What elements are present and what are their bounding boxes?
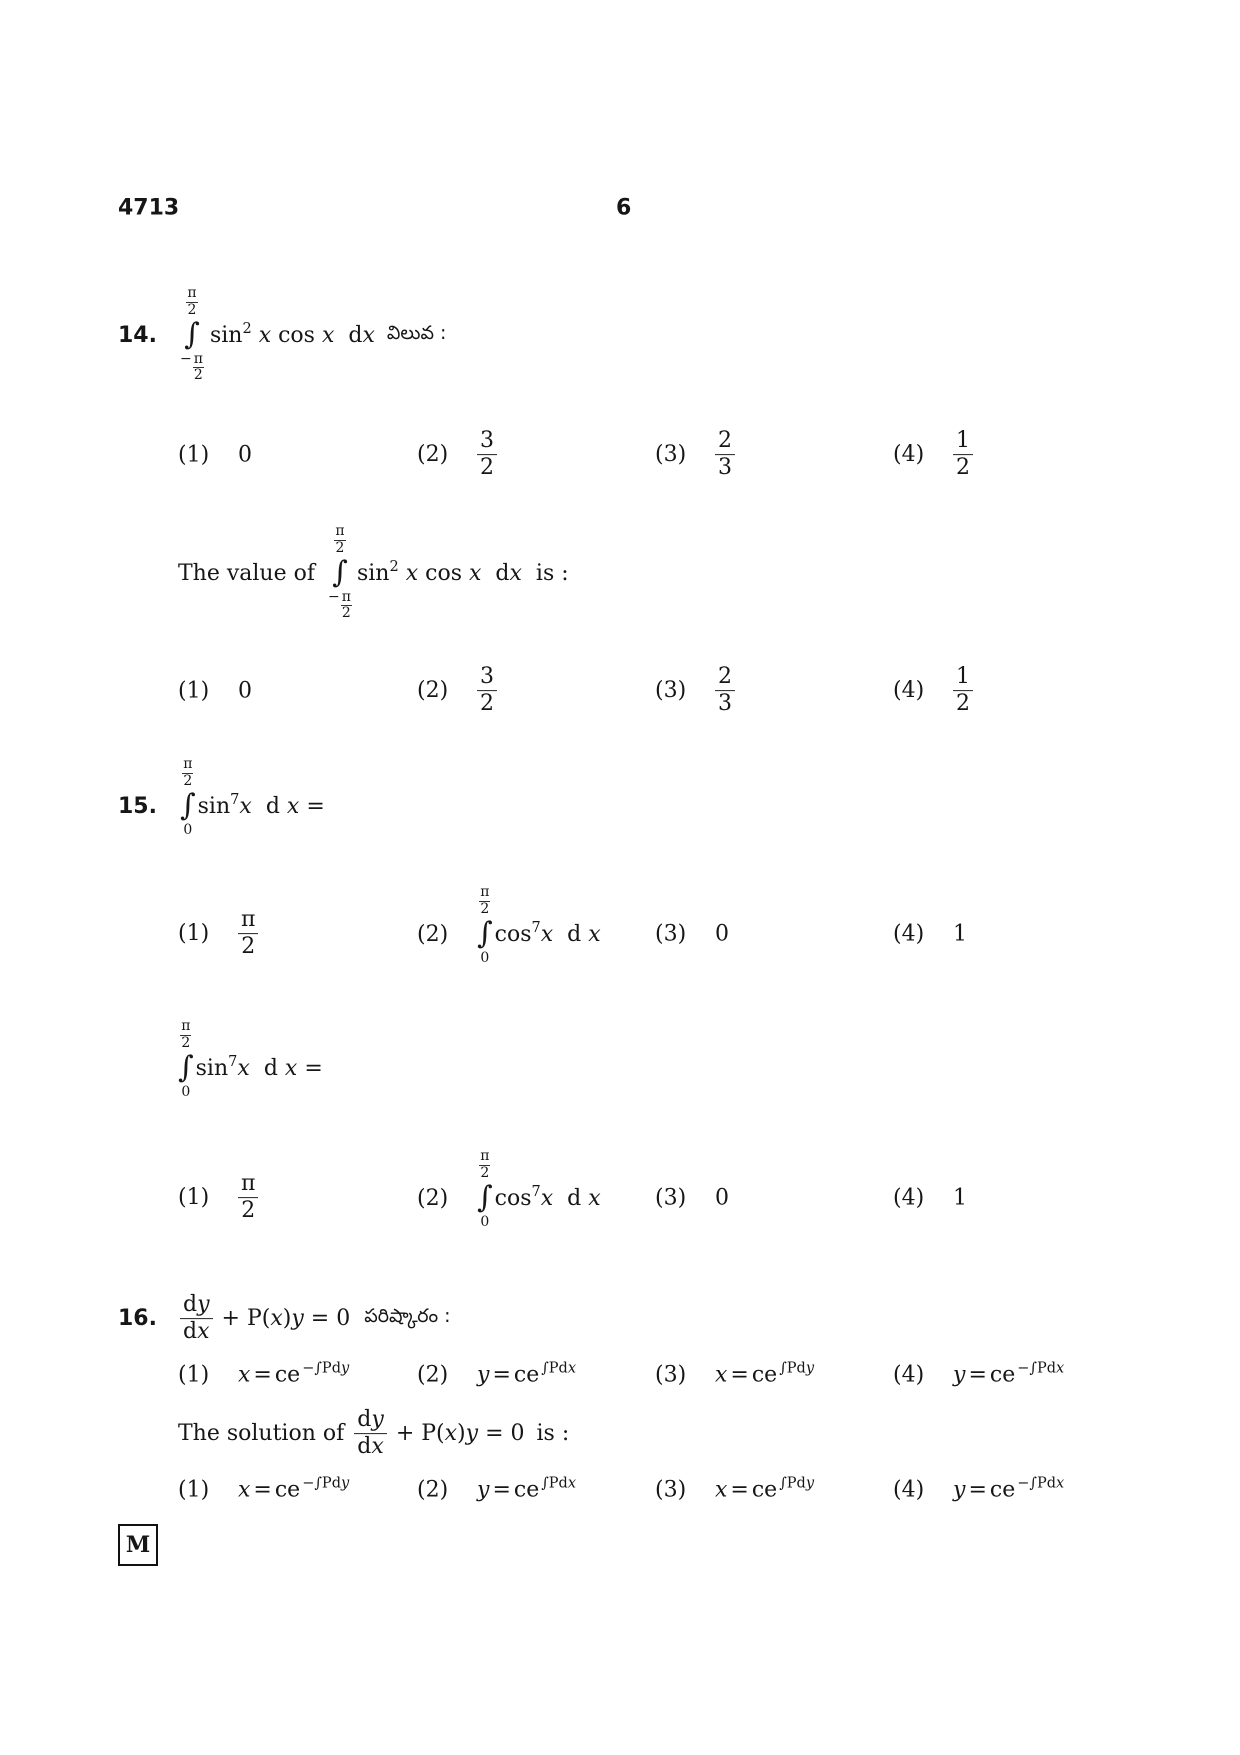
question-number: 15. (118, 793, 157, 819)
option-1 (178, 907, 258, 961)
fraction-numerator: π (480, 884, 490, 901)
function-name: sin (209, 322, 243, 348)
lower-limit-value: 0 (480, 1214, 490, 1230)
exponent: 7 (531, 919, 541, 936)
fraction-denominator: 2 (480, 455, 494, 481)
option-value: 1 (953, 1185, 967, 1211)
variable: x (468, 560, 482, 586)
variable: x (588, 1185, 601, 1211)
option-label: (4) (893, 1362, 925, 1388)
option-label: (2) (417, 1477, 449, 1503)
equals-sign: = (253, 1362, 272, 1388)
option-label: (2) (417, 1362, 449, 1388)
definite-integral (477, 883, 493, 985)
q16-telugu-stem (118, 1292, 451, 1346)
derivative-fraction (354, 1407, 387, 1461)
option-1 (178, 1360, 350, 1388)
exponent-text: −∫Pd (1017, 1360, 1057, 1377)
fraction-denominator: 3 (718, 455, 732, 481)
q14-english-stem (178, 522, 569, 624)
equation-rest (396, 1422, 525, 1447)
telugu-suffix: విలువ : (386, 321, 447, 344)
english-suffix: is : (535, 560, 569, 586)
base: ce (513, 1362, 540, 1388)
option-3 (655, 428, 735, 482)
close-paren: ) (457, 1421, 466, 1447)
exponent-variable: y (341, 1475, 350, 1492)
option-fraction (953, 428, 973, 482)
option-expression (953, 1360, 1065, 1388)
integrand (356, 558, 522, 586)
option-4 (893, 664, 973, 718)
option-fraction (715, 428, 735, 482)
option-label: (2) (417, 921, 449, 947)
option-expression (953, 1475, 1065, 1503)
english-suffix: is : (536, 1421, 570, 1447)
variable: x (258, 322, 272, 348)
lower-limit (480, 951, 489, 985)
exponent-variable: y (805, 1360, 815, 1377)
exponent-variable: y (805, 1475, 815, 1492)
english-prefix: The solution of (178, 1421, 345, 1447)
lower-limit-value: 0 (480, 950, 490, 966)
option-2 (417, 664, 497, 718)
minus-sign: − (180, 351, 192, 367)
upper-limit-fraction (182, 757, 193, 789)
base: ce (989, 1477, 1016, 1503)
lower-limit (480, 1215, 489, 1249)
fraction-numerator: π (238, 907, 258, 934)
definite-integral (180, 755, 196, 857)
option-value: 0 (715, 921, 729, 947)
option-label: (3) (655, 921, 687, 947)
variable: x (715, 1362, 728, 1388)
right-hand-side: = 0 (310, 1306, 351, 1332)
option-label: (1) (178, 1362, 210, 1388)
variable: x (238, 1477, 251, 1503)
fraction-numerator: π (238, 1171, 258, 1198)
exponent-variable: x (1056, 1475, 1065, 1492)
option-2 (417, 428, 497, 482)
equals-sign: = (253, 1477, 272, 1503)
lower-limit-fraction (341, 590, 352, 622)
fraction-numerator: dy (180, 1292, 213, 1319)
variable: y (291, 1306, 304, 1332)
fraction-denominator: 2 (241, 1198, 256, 1224)
fraction-denominator: 2 (183, 772, 193, 789)
upper-limit-fraction (479, 885, 490, 917)
option-value: 0 (238, 442, 252, 468)
differential: d (567, 921, 582, 947)
function-name: cos (278, 322, 315, 348)
exponent-text: ∫Pd (779, 1475, 806, 1492)
plus-p-term: + P( (395, 1421, 445, 1447)
base: ce (274, 1362, 301, 1388)
exponent-variable: y (341, 1360, 350, 1377)
option-3 (655, 1360, 815, 1388)
option-value: 0 (715, 1185, 729, 1211)
fraction-denominator: 2 (480, 900, 490, 917)
exponent (541, 1476, 576, 1492)
option-label: (4) (893, 1477, 925, 1503)
exponent (1017, 1476, 1064, 1492)
integrand (494, 919, 601, 947)
option-1 (178, 1171, 258, 1225)
option-fraction (715, 664, 735, 718)
exponent-text: −∫Pd (1017, 1475, 1057, 1492)
variable: x (405, 560, 419, 586)
fraction-numerator: π (335, 523, 345, 540)
fraction-numerator: 3 (477, 664, 497, 691)
option-expression (238, 1475, 350, 1503)
exponent-text: ∫Pd (779, 1360, 806, 1377)
option-4 (893, 1186, 967, 1211)
question-number: 16. (118, 1306, 157, 1332)
function-name: cos (494, 1185, 532, 1211)
variable: y (953, 1477, 966, 1503)
lower-limit (328, 590, 352, 624)
differential: d (495, 560, 510, 586)
option-2 (417, 1360, 577, 1388)
option-1 (178, 679, 252, 704)
exponent-text: ∫Pd (541, 1475, 568, 1492)
option-3 (655, 1186, 729, 1211)
exponent-variable: x (567, 1475, 577, 1492)
upper-limit (180, 1017, 191, 1051)
option-4 (893, 1475, 1065, 1503)
option-label: (3) (655, 678, 687, 704)
fraction-numerator: π (341, 589, 351, 605)
upper-limit-fraction (334, 524, 345, 556)
exponent: 7 (531, 1183, 541, 1200)
option-fraction (953, 664, 973, 718)
close-paren: ) (282, 1306, 292, 1332)
equals-sign: = (492, 1362, 511, 1388)
fraction-numerator: π (480, 1148, 490, 1165)
option-3 (655, 1475, 815, 1503)
upper-limit-fraction (479, 1149, 490, 1181)
exponent-text: −∫Pd (302, 1475, 341, 1492)
variable: x (286, 793, 300, 819)
fraction-denominator: dx (357, 1434, 384, 1460)
q15-telugu-stem (118, 755, 325, 857)
variable: x (444, 1421, 458, 1447)
lower-limit-fraction (193, 352, 204, 384)
lower-limit-value: 0 (181, 1084, 191, 1100)
option-label: (3) (655, 1185, 687, 1211)
exponent (302, 1361, 349, 1377)
base: ce (751, 1477, 778, 1503)
fraction-denominator: 2 (480, 1164, 490, 1181)
option-2 (417, 883, 601, 985)
fraction-denominator: 2 (193, 367, 203, 384)
variable: y (477, 1362, 490, 1388)
option-label: (3) (655, 1362, 687, 1388)
option-label: (1) (178, 1477, 210, 1503)
lower-limit (180, 352, 204, 386)
definite-integral (180, 284, 204, 386)
base: ce (274, 1477, 301, 1503)
fraction-numerator: π (193, 351, 203, 367)
fraction-denominator: dx (183, 1319, 210, 1345)
variable: x (362, 322, 375, 348)
fraction-numerator: 3 (477, 428, 497, 455)
differential: d (567, 1185, 582, 1211)
equals-sign: = (304, 1055, 323, 1081)
option-2 (417, 1147, 601, 1249)
variable: y (953, 1362, 966, 1388)
equals-sign: = (968, 1477, 987, 1503)
upper-limit-fraction (180, 1019, 191, 1051)
integral-sign: ∫ (178, 1050, 194, 1085)
option-label: (4) (893, 921, 925, 947)
option-3 (655, 664, 735, 718)
variable: x (284, 1055, 298, 1081)
q15-english-stem (178, 1017, 323, 1119)
integral-sign: ∫ (477, 1180, 493, 1215)
equation-rest (222, 1307, 351, 1332)
option-4 (893, 922, 967, 947)
integrand (209, 320, 375, 348)
upper-limit (479, 883, 490, 917)
definite-integral (328, 522, 352, 624)
definite-integral (477, 1147, 493, 1249)
fraction-denominator: 2 (956, 455, 970, 481)
fraction-numerator: 2 (715, 428, 735, 455)
variable: y (477, 1477, 490, 1503)
function-name: cos (494, 921, 532, 947)
exponent (541, 1361, 576, 1377)
lower-limit (181, 1085, 190, 1119)
exponent (779, 1361, 814, 1377)
exponent-text: −∫Pd (302, 1360, 341, 1377)
option-label: (1) (178, 921, 210, 947)
option-label: (1) (178, 1185, 210, 1211)
equals-sign: = (306, 793, 325, 819)
option-label: (1) (178, 442, 210, 468)
option-1 (178, 1475, 350, 1503)
exponent-variable: x (567, 1360, 577, 1377)
exponent (1017, 1361, 1064, 1377)
option-value: 0 (238, 678, 252, 704)
integrand (195, 1053, 323, 1081)
fraction-numerator: 1 (953, 664, 973, 691)
option-label: (2) (417, 442, 449, 468)
fraction-numerator: π (183, 756, 193, 773)
variable: x (270, 1306, 283, 1332)
differential: d (348, 322, 363, 348)
q14-telugu-stem (118, 284, 446, 386)
page-number: 6 (616, 195, 632, 221)
integral-sign: ∫ (477, 916, 493, 951)
q16-english-stem (178, 1407, 569, 1461)
upper-limit (334, 522, 345, 556)
fraction-numerator: 2 (715, 664, 735, 691)
definite-integral (178, 1017, 194, 1119)
lower-limit (183, 823, 192, 857)
upper-limit-fraction (186, 286, 197, 318)
medium-mark-box: M (118, 1524, 158, 1566)
equals-sign: = (492, 1477, 511, 1503)
exponent-text: ∫Pd (541, 1360, 568, 1377)
option-label: (4) (893, 442, 925, 468)
option-fraction (477, 428, 497, 482)
plus-p-term: + P( (221, 1306, 271, 1332)
function-name: sin (195, 1055, 229, 1081)
upper-limit (182, 755, 193, 789)
variable: x (540, 921, 554, 947)
variable: x (715, 1477, 728, 1503)
fraction-denominator: 2 (956, 691, 970, 717)
integral-sign: ∫ (332, 555, 348, 590)
fraction-numerator: π (187, 285, 197, 302)
exponent (302, 1476, 349, 1492)
option-fraction (238, 1171, 258, 1225)
exponent: 2 (242, 320, 252, 337)
function-name: cos (425, 560, 462, 586)
variable: x (321, 322, 335, 348)
upper-limit (479, 1147, 490, 1181)
base: ce (513, 1477, 540, 1503)
fraction-denominator: 3 (718, 691, 732, 717)
option-expression (715, 1475, 815, 1503)
option-value: 1 (953, 921, 967, 947)
variable: x (237, 1055, 250, 1081)
upper-limit (186, 284, 197, 318)
fraction-denominator: 2 (181, 1034, 191, 1051)
telugu-suffix: పరిష్కారం : (364, 1305, 451, 1328)
integrand (197, 791, 325, 819)
base: ce (989, 1362, 1016, 1388)
option-expression (477, 1360, 577, 1388)
fraction-numerator: dy (354, 1407, 387, 1434)
fraction-denominator: 2 (241, 934, 256, 960)
integral-sign: ∫ (180, 788, 196, 823)
variable: x (540, 1185, 554, 1211)
minus-sign: − (328, 589, 340, 605)
equals-sign: = (730, 1362, 749, 1388)
option-1 (178, 443, 252, 468)
option-label: (4) (893, 1185, 925, 1211)
option-label: (1) (178, 678, 210, 704)
differential: d (265, 793, 280, 819)
equals-sign: = (968, 1362, 987, 1388)
english-prefix: The value of (178, 560, 316, 586)
exponent (779, 1476, 814, 1492)
base: ce (751, 1362, 778, 1388)
option-label: (3) (655, 442, 687, 468)
option-2 (417, 1475, 577, 1503)
option-label: (4) (893, 678, 925, 704)
question-number: 14. (118, 322, 157, 348)
exponent: 7 (230, 791, 240, 808)
fraction-denominator: 2 (480, 691, 494, 717)
fraction-denominator: 2 (335, 539, 345, 556)
function-name: sin (197, 793, 231, 819)
equals-sign: = (730, 1477, 749, 1503)
fraction-numerator: 1 (953, 428, 973, 455)
variable: x (238, 1362, 251, 1388)
option-label: (3) (655, 1477, 687, 1503)
integrand (494, 1183, 601, 1211)
differential: d (263, 1055, 278, 1081)
option-label: (2) (417, 1185, 449, 1211)
option-expression (477, 1475, 577, 1503)
option-label: (2) (417, 678, 449, 704)
function-name: sin (356, 560, 390, 586)
derivative-fraction (180, 1292, 213, 1346)
fraction-denominator: 2 (341, 605, 351, 622)
variable: x (239, 793, 252, 819)
right-hand-side: = 0 (485, 1421, 525, 1447)
fraction-numerator: π (181, 1018, 191, 1035)
option-3 (655, 922, 729, 947)
option-4 (893, 1360, 1065, 1388)
exponent: 2 (389, 558, 399, 575)
exponent: 7 (228, 1053, 238, 1070)
variable: x (509, 560, 522, 586)
integral-sign: ∫ (184, 317, 200, 352)
lower-limit-value: 0 (183, 822, 193, 838)
option-fraction (477, 664, 497, 718)
paper-code: 4713 (118, 195, 180, 221)
option-expression (238, 1360, 350, 1388)
exponent-variable: x (1056, 1360, 1065, 1377)
option-fraction (238, 907, 258, 961)
option-expression (715, 1360, 815, 1388)
variable: y (465, 1421, 479, 1447)
option-4 (893, 428, 973, 482)
fraction-denominator: 2 (187, 301, 197, 318)
variable: x (588, 921, 601, 947)
